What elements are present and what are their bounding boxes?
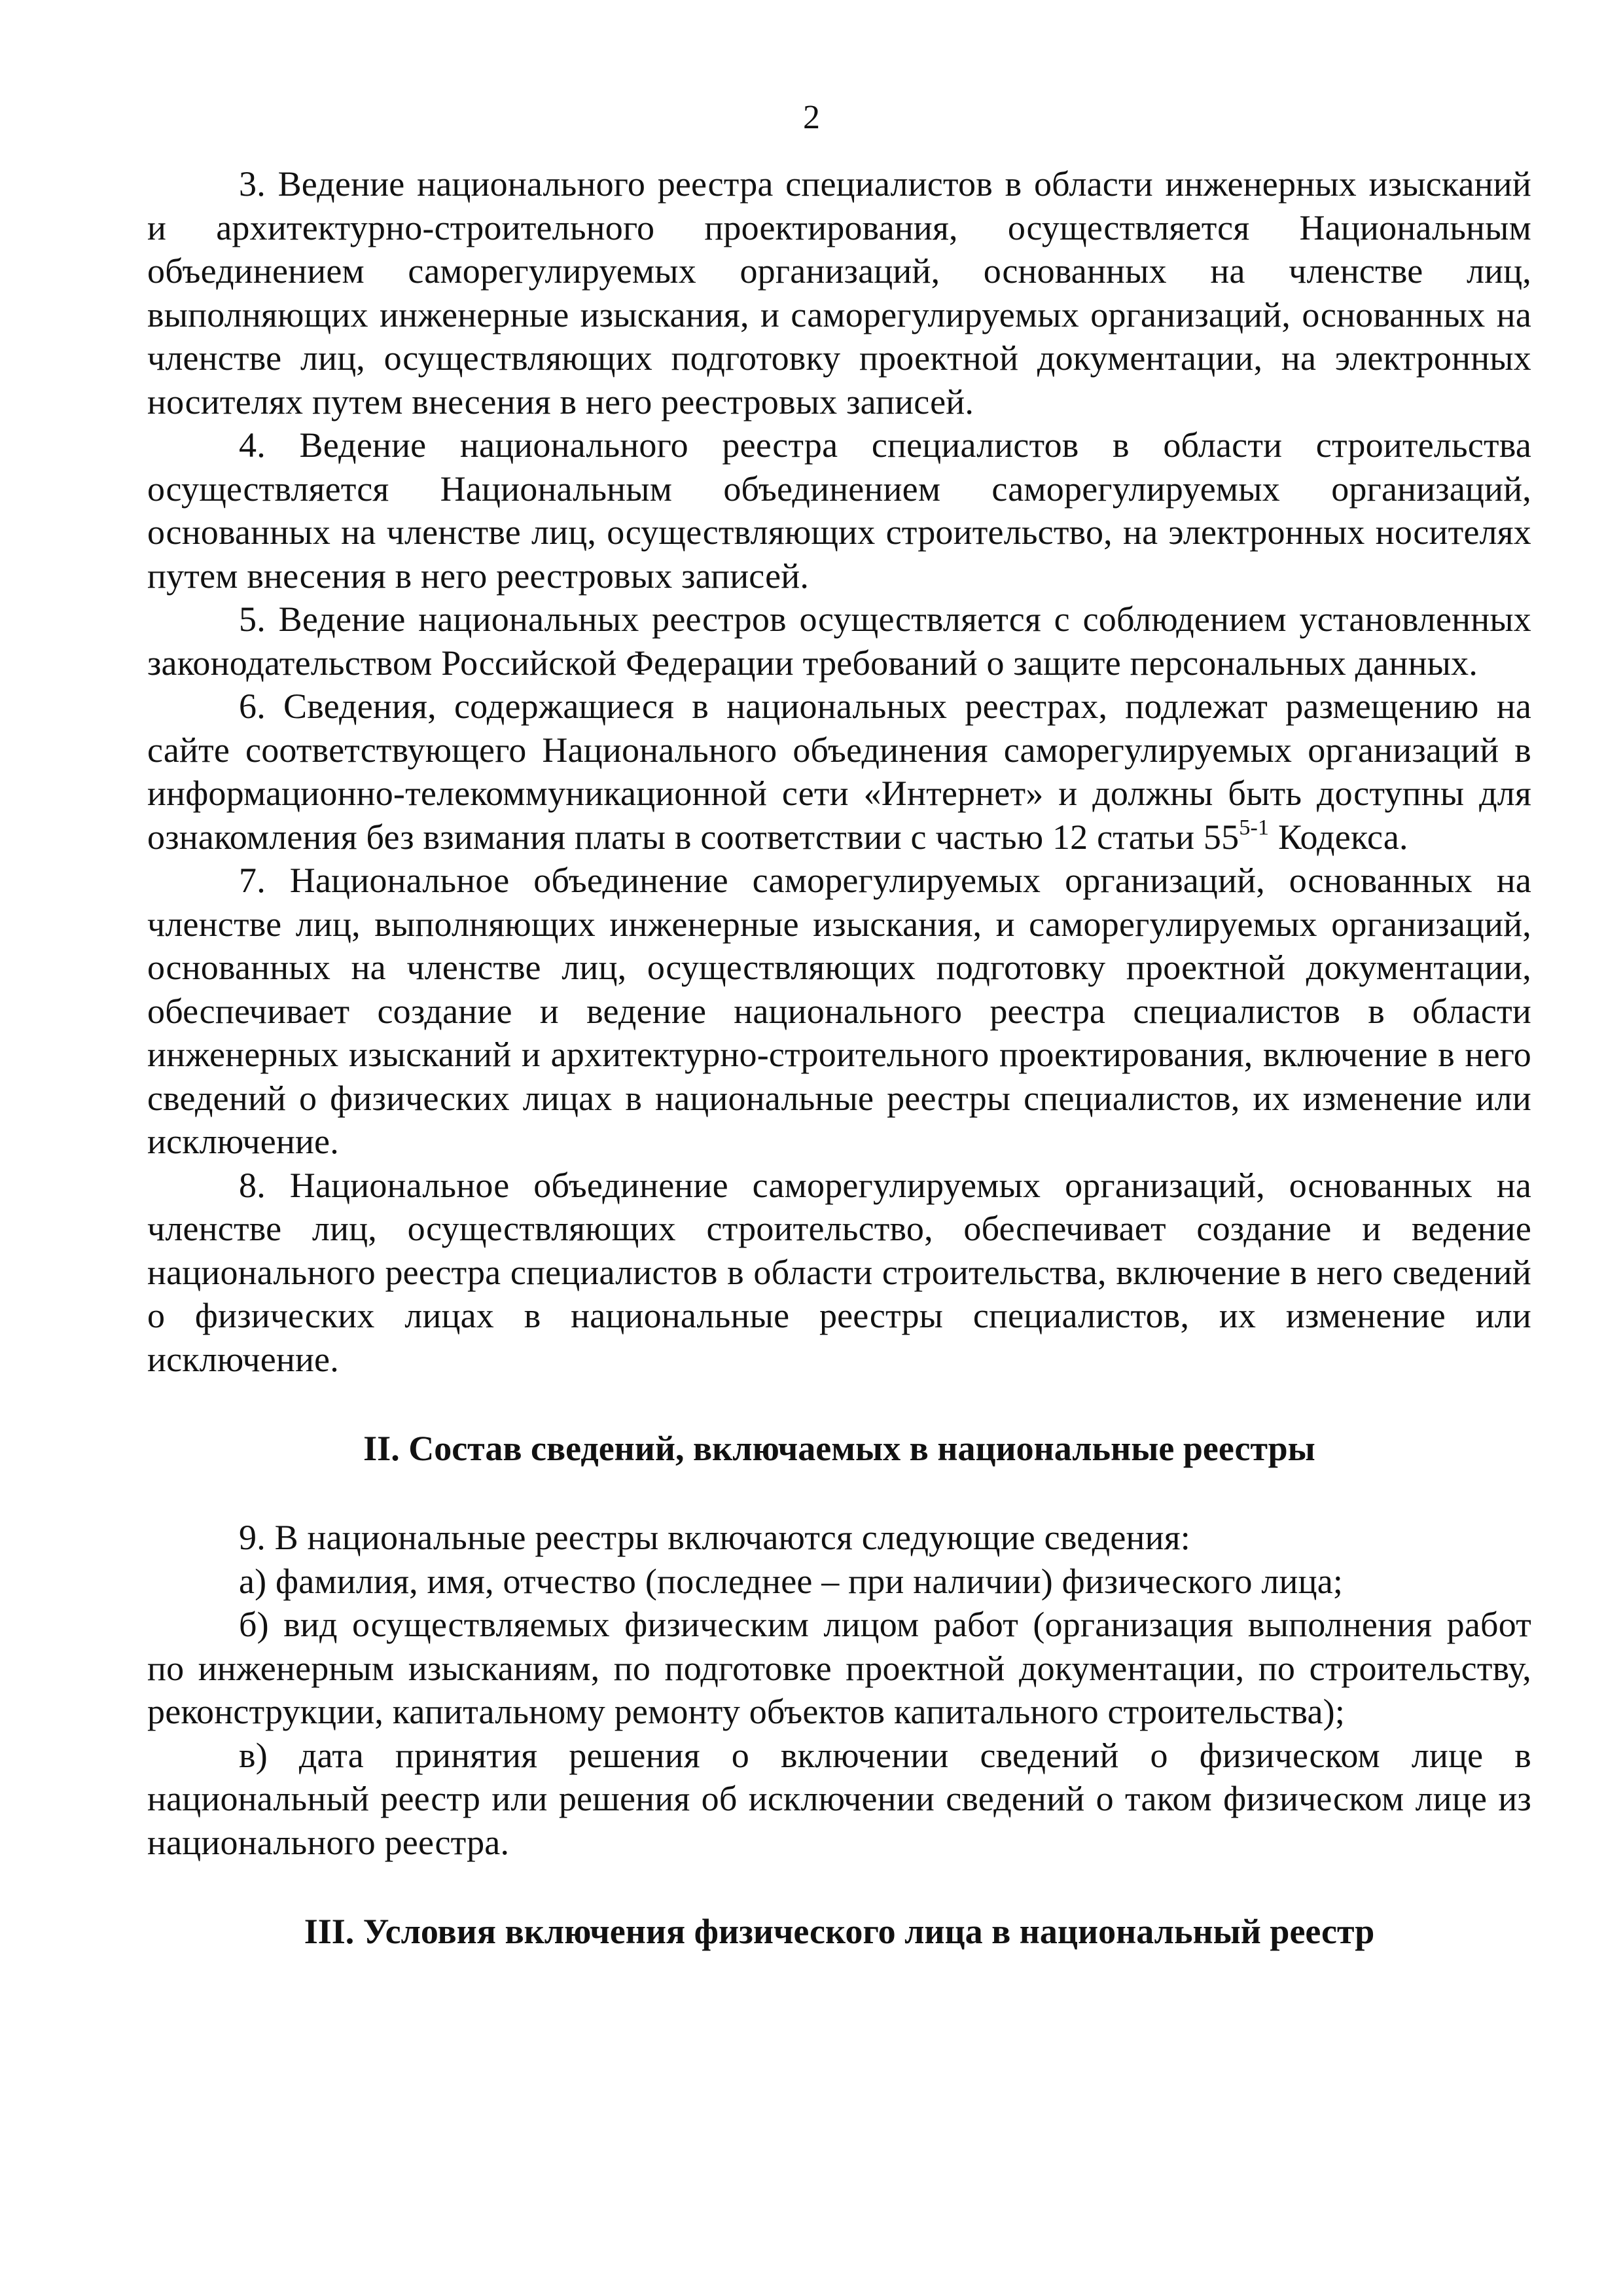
list-item-b: б) вид осуществляемых физическим лицом работ (организация выполнения работ по инженерным изысканиям, по подготовке проектной документации, по строительству, реконструкции, капитальному ремонту объектов капитального строительства); <box>147 1605 1531 1731</box>
section-2-body <box>147 1516 1531 1864</box>
paragraph-5: 5. Ведение национальных реестров осуществляется с соблюдением установленных законодательством Российской Федерации требований о защите персональных данных. <box>147 600 1531 683</box>
paragraph-6 <box>147 685 1531 859</box>
paragraph-6-tail: Кодекса. <box>1269 817 1408 857</box>
paragraph-6-text: 6. Сведения, содержащиеся в национальных реестрах, подлежат размещению на сайте соответствующего Национального объединения саморегулируемых организаций в информационно-телекоммуникационной сети «Интернет» и должны быть доступны для ознакомления без взимания платы в соответствии с частью 12 статьи 55 <box>147 687 1531 857</box>
paragraph-3: 3. Ведение национального реестра специалистов в области инженерных изысканий и архитектурно-строительного проектирования, осуществляется Национальным объединением саморегулируемых организаций, основанных на членстве лиц, выполняющих инженерные изыскания, и саморегулируемых организаций, основанных на членстве лиц, осуществляющих подготовку проектной документации, на электронных носителях путем внесения в него реестровых записей. <box>147 164 1531 422</box>
paragraph-8: 8. Национальное объединение саморегулируемых организаций, основанных на членстве лиц, осуществляющих строительство, обеспечивает создание и ведение национального реестра специалистов в области строительства, включение в него сведений о физических лицах в национальные реестры специалистов, их изменение или исключение. <box>147 1165 1531 1379</box>
list-item-a: а) фамилия, имя, отчество (последнее – при наличии) физического лица; <box>239 1561 1344 1601</box>
article-superscript: 5-1 <box>1239 815 1270 840</box>
paragraph-4: 4. Ведение национального реестра специалистов в области строительства осуществляется Национальным объединением саморегулируемых организаций, основанных на членстве лиц, осуществляющих строительство, на электронных носителях путем внесения в него реестровых записей. <box>147 425 1531 596</box>
page-number: 2 <box>803 99 820 136</box>
paragraph-9: 9. В национальные реестры включаются следующие сведения: <box>239 1518 1190 1557</box>
list-item-c: в) дата принятия решения о включении сведений о физическом лице в национальный реестр или решения об исключении сведений о таком физическом лице из национального реестра. <box>147 1735 1531 1862</box>
section-2-heading: II. Состав сведений, включаемых в национальные реестры <box>363 1429 1315 1468</box>
document-body <box>147 162 1531 1953</box>
paragraph-7: 7. Национальное объединение саморегулируемых организаций, основанных на членстве лиц, выполняющих инженерные изыскания, и саморегулируемых организаций, основанных на членстве лиц, осуществляющих подготовку проектной документации, обеспечивает создание и ведение национального реестра специалистов в области инженерных изысканий и архитектурно-строительного проектирования, включение в него сведений о физических лицах в национальные реестры специалистов, их изменение или исключение. <box>147 861 1531 1161</box>
section-3-heading: III. Условия включения физического лица в национальный реестр <box>304 1912 1375 1951</box>
